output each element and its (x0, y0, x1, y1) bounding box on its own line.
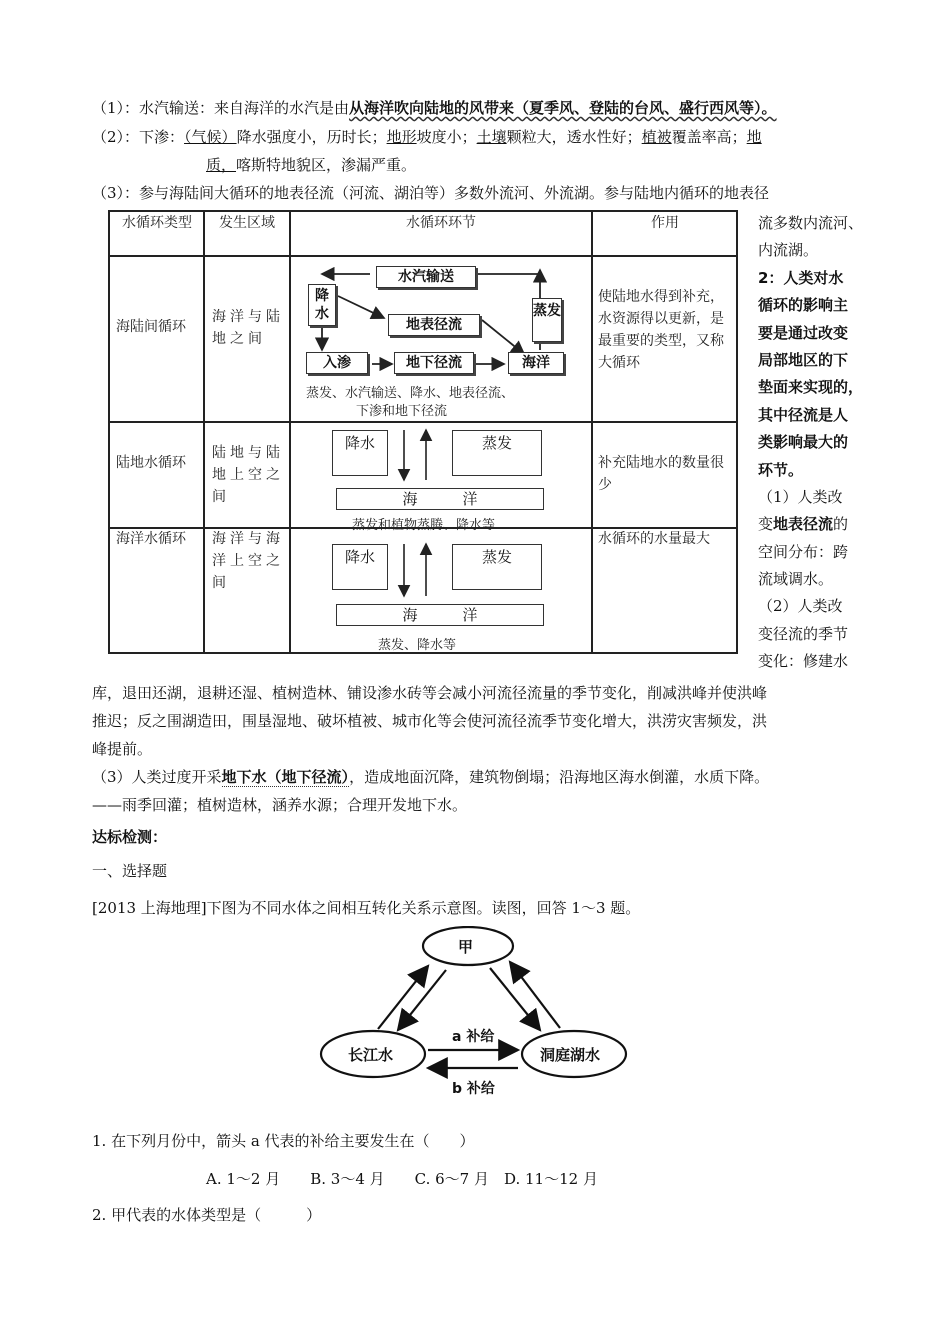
precipitation-label: 降水 (315, 288, 329, 322)
side-line (758, 511, 870, 538)
underlined-vegetation: 植被 (641, 128, 672, 146)
box-precipitation (308, 284, 336, 326)
label-a-supply: a 补给 (452, 1029, 495, 1045)
box-ocean: 海洋 (508, 352, 564, 374)
side-bold: 地表径流 (773, 515, 834, 534)
land-box-ocean: 海 洋 (336, 488, 544, 510)
note-text: 覆盖率高； (671, 128, 747, 146)
land-evaporation-label: 蒸发 (481, 434, 512, 452)
side-line: 循环的影响主 (758, 296, 849, 315)
header-links: 水循环环节 (406, 215, 476, 231)
para-line: 推迟；反之围湖造田，围垦湿地、破坏植被、城市化等会使河流径流季节变化增大，洪涝灾害频发，洪 (92, 712, 768, 730)
side-text: 的 (833, 515, 849, 534)
header-type: 水循环类型 (122, 215, 192, 231)
land-box-evaporation (452, 430, 542, 476)
node-dongting: 洞庭湖水 (540, 1046, 601, 1064)
row3-type: 海洋水循环 (116, 531, 186, 547)
node-yangtze: 长江水 (348, 1046, 394, 1064)
side-line: 局部地区的下 (758, 350, 849, 369)
note-text: 降水强度小，历时长； (236, 128, 387, 146)
box-evaporation (532, 298, 562, 342)
row1-type: 海陆间循环 (116, 319, 186, 335)
para-text: （3）人类过度开采 (92, 768, 222, 786)
side-line: 变化：修建水 (758, 652, 849, 671)
land-cycle-diagram (292, 424, 590, 533)
ocean-cycle-diagram (292, 530, 590, 652)
note-line-1 (92, 97, 777, 118)
para-line: 峰提前。 (92, 740, 153, 758)
land-caption: 蒸发和植物蒸腾、降水等 (352, 518, 496, 533)
side-line: 垫面来实现的， (758, 378, 864, 397)
box-vapor-transport: 水汽输送 (376, 266, 476, 288)
note-line-1-bold: 从海洋吹向陆地的风带来（夏季风、登陆的台风、盛行西风等）。 (349, 99, 777, 117)
sea-land-caption-2: 下渗和地下径流 (356, 404, 448, 419)
underlined-geology: 地 (746, 128, 762, 146)
side-line: 要是通过改变 (758, 323, 849, 342)
note-line-2 (92, 126, 762, 147)
row2-type: 陆地水循环 (116, 455, 186, 471)
box-surface-runoff: 地表径流 (388, 314, 480, 336)
box-infiltration: 入渗 (306, 352, 368, 374)
land-box-precipitation (332, 430, 388, 476)
underlined-geology-2: 质， (206, 156, 237, 174)
para-line: 库，退田还湖，退耕还湿、植树造林、铺设渗水砖等会减小河流径流量的季节变化，削减洪峰并使洪峰 (92, 684, 768, 702)
side-line: 流多数内流河、 (758, 214, 864, 232)
side-line: 环节。 (758, 460, 804, 479)
row2-effect: 补充陆地水的数量很少 (598, 455, 724, 493)
ocean-box-evaporation (452, 544, 542, 590)
row2-region: 陆地与陆地上空之间 (212, 445, 284, 505)
note-text: 颗粒大，透水性好； (506, 128, 642, 146)
para-line-groundwater (92, 766, 769, 787)
question-1: 1. 在下列月份中，箭头 a 代表的补给主要发生在（ ） (92, 1132, 475, 1150)
header-region: 发生区域 (219, 215, 275, 231)
side-line: 2：人类对水 (758, 268, 844, 287)
side-line: 内流湖。 (758, 241, 819, 260)
row3-effect: 水循环的水量最大 (598, 531, 710, 547)
row1-region: 海洋与陆地之间 (212, 309, 284, 347)
row1-effect: 使陆地水得到补充，水资源得以更新，是最重要的类型，又称大循环 (598, 289, 724, 371)
ocean-evaporation-label: 蒸发 (481, 548, 512, 566)
note-text: 喀斯特地貌区，渗漏严重。 (236, 156, 417, 174)
question-1-options: A. 1～2 月 B. 3～4 月 C. 6～7 月 D. 11～12 月 (206, 1170, 598, 1188)
para-bold-groundwater: 地下水（地下径流） (221, 768, 350, 786)
underlined-soil: 土壤 (476, 128, 507, 146)
side-text: 变 (758, 515, 774, 534)
side-line: 类影响最大的 (758, 433, 849, 452)
question-intro: [2013 上海地理]下图为不同水体之间相互转化关系示意图。读图，回答 1～3 题。 (92, 899, 641, 917)
ocean-precipitation-label: 降水 (344, 548, 375, 566)
side-line: 空间分布：跨 (758, 542, 849, 561)
header-effect: 作用 (651, 215, 679, 231)
side-column (758, 210, 870, 676)
side-line: 流域调水。 (758, 570, 834, 589)
section-title: 一、选择题 (92, 862, 168, 880)
note-text: 坡度小； (416, 128, 477, 146)
side-line: （2）人类改 (758, 597, 843, 616)
water-body-diagram (318, 926, 634, 1102)
note-line-3 (206, 154, 416, 175)
note-line-2-prefix: （2）：下渗： (92, 128, 185, 146)
para-text: ，造成地面沉降，建筑物倒塌；沿海地区海水倒灌，水质下降。 (349, 768, 770, 786)
land-precipitation-label: 降水 (344, 434, 375, 452)
note-line-1-prefix: （1）：水汽输送：来自海洋的水汽是由 (92, 99, 350, 117)
sea-land-caption-1: 蒸发、水汽输送、降水、地表径流、 (306, 386, 515, 401)
ocean-box-precipitation (332, 544, 388, 590)
water-cycle-table (108, 210, 738, 654)
ocean-box-ocean: 海 洋 (336, 604, 544, 626)
side-line: 变径流的季节 (758, 624, 849, 643)
water-body-arrows (318, 926, 634, 1102)
section-heading: 达标检测： (92, 828, 168, 846)
underlined-climate: （气候） (184, 128, 237, 146)
side-line: （1）人类改 (758, 487, 843, 506)
label-b-supply: b 补给 (452, 1081, 495, 1097)
box-groundwater: 地下径流 (394, 352, 474, 374)
sea-land-cycle-diagram (292, 258, 590, 420)
evaporation-label: 蒸发 (533, 303, 561, 319)
underlined-terrain: 地形 (386, 128, 417, 146)
side-line: 其中径流是人 (758, 405, 849, 424)
note-line-4: （3）：参与海陆间大循环的地表径流（河流、湖泊等）多数外流河、外流湖。参与陆地内循环的地表径 (92, 184, 770, 202)
node-jia: 甲 (458, 938, 474, 956)
row3-region: 海洋与海洋上空之间 (212, 531, 284, 591)
para-line: ——雨季回灌；植树造林，涵养水源；合理开发地下水。 (92, 796, 468, 814)
question-2: 2. 甲代表的水体类型是（ ） (92, 1206, 322, 1224)
ocean-caption: 蒸发、降水等 (378, 638, 457, 653)
